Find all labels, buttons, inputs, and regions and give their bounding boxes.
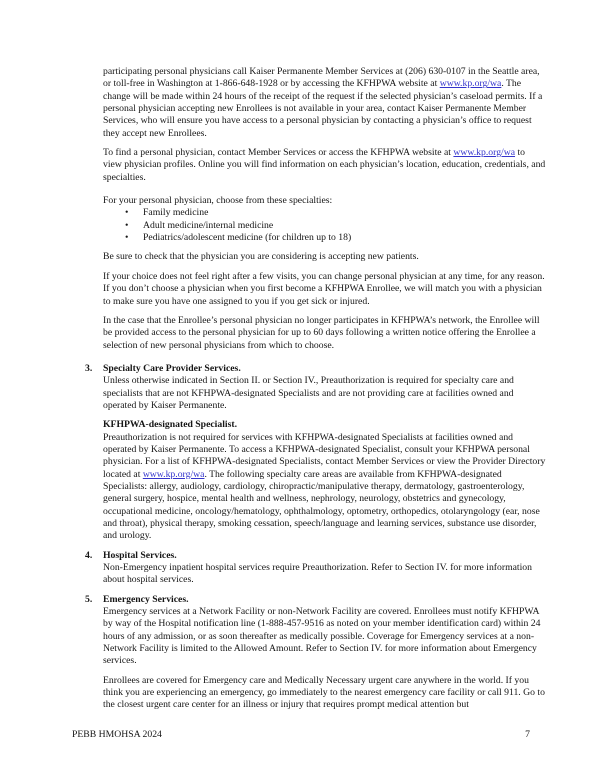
subsection-body-designated-specialist bbox=[103, 432, 546, 543]
footer-document-title: PEBB HMOHSA 2024 bbox=[72, 729, 162, 740]
specialties-list bbox=[103, 207, 546, 244]
section-number: 5. bbox=[85, 593, 93, 605]
section-number: 3. bbox=[85, 362, 93, 374]
list-item: • Family medicine bbox=[103, 207, 546, 219]
section-body-emergency-services: Emergency services at a Network Facility or non-Network Facility are covered. Enrollees must notify KFHPWA by way of the Hospital notification line (1-888-457-9516 as noted on your member identification card) within 24 hours of any admission, or as soon thereafter as medically possible. Coverage for Emergency services at a non-Network Facility is limited to the Allowed Amount. Refer to Section IV. for more information about Emergency services. bbox=[103, 606, 541, 667]
paragraph-new-patients: Be sure to check that the physician you are considering is accepting new patients. bbox=[103, 251, 419, 263]
section-hospital-services bbox=[85, 549, 546, 587]
text-segment: . The following specialty care areas are available from KFHPWA-designated Specialists: allergy, audiology, cardiology, chiropractic/manipulative therapy, dermatology, gastroenterology, general surgery, hospice, mental health and wellness, nephrology, neurology, obstetrics and gynecology, occupational medicine, oncology/hematology, ophthalmology, optometry, orthopedics, otolaryngology (ear, nose and throat), physical therapy, smoking cessation, speech/language and learning services, substance use disorder, and urology. bbox=[103, 468, 540, 542]
page-body bbox=[85, 66, 546, 719]
text-segment: To find a personal physician, contact Member Services or access the KFHPWA website at bbox=[103, 147, 454, 159]
paragraph-specialties-intro: For your personal physician, choose from these specialties: bbox=[103, 195, 333, 207]
section-body-specialty-care: Unless otherwise indicated in Section II. or Section IV., Preauthorization is required for specialty care and specialists that are not KFHPWA-designated Specialists and are not providing care at facilities owned and operated by Kaiser Permanente. bbox=[103, 375, 514, 411]
section-heading-specialty-care: Specialty Care Provider Services. bbox=[103, 362, 241, 374]
paragraph-change-anytime: If your choice does not feel right after a few visits, you can change personal physician at any time, for any reason. If you don’t choose a physician when you first become a KFHPWA Enrollee, we will match you with a physician to make sure you have one assigned to you if you get sick or injured. bbox=[103, 270, 545, 307]
kp-website-link[interactable]: www.kp.org/wa bbox=[439, 78, 502, 90]
list-item: • Pediatrics/adolescent medicine (for children up to 18) bbox=[103, 232, 546, 244]
kp-website-link[interactable]: www.kp.org/wa bbox=[142, 468, 205, 480]
list-item: • Adult medicine/internal medicine bbox=[103, 220, 546, 232]
section-heading-hospital-services: Hospital Services. bbox=[103, 549, 177, 561]
text-segment: participating personal physicians call Kaiser Permanente Member Services at (206) 630-0107 in the Seattle area, or toll-free in Washington at 1-866-648-1928 or by accessing the KFHPWA website at bbox=[103, 66, 540, 90]
section-heading-emergency-services: Emergency Services. bbox=[103, 593, 189, 605]
paragraph-emergency-worldwide: Enrollees are covered for Emergency care and Medically Necessary urgent care anywhere in the world. If you think you are experiencing an emergency, go immediately to the nearest emergency care facility or call 911. Go to the closest urgent care center for an illness or injury that requires prompt medical attention but bbox=[103, 674, 545, 711]
section-body-hospital-services: Non-Emergency inpatient hospital services require Preauthorization. Refer to Section IV. for more information about hospital services. bbox=[103, 562, 532, 586]
section-specialty-care bbox=[85, 362, 546, 543]
page-footer bbox=[72, 729, 530, 741]
paragraph-network-exit: In the case that the Enrollee’s personal physician no longer participates in KFHPWA’s network, the Enrollee will be provided access to the personal physician for up to 60 days following a written notice offering the Enrollee a selection of new personal physicians from which to choose. bbox=[103, 314, 540, 351]
section-number: 4. bbox=[85, 549, 93, 561]
footer-page-number: 7 bbox=[525, 729, 530, 740]
text-segment: Preauthorization is not required for services with KFHPWA-designated Specialists at facilities owned and operated by Kaiser Permanente. To access a KFHPWA-designated Specialist, consult your KFHPWA personal physician. For a list of KFHPWA-designated Specialists, contact Member Services or view the Provider Directory located at bbox=[103, 431, 546, 480]
kp-website-link[interactable]: www.kp.org/wa bbox=[453, 147, 516, 159]
paragraph-physician-change bbox=[103, 66, 546, 140]
section-emergency-services bbox=[85, 593, 546, 712]
paragraph-find-physician bbox=[103, 147, 546, 184]
subsection-heading-designated-specialist: KFHPWA-designated Specialist. bbox=[103, 419, 238, 431]
text-segment: to view physician profiles. Online you will find information on each physician’s location, education, credentials, and specialties. bbox=[103, 147, 546, 183]
text-segment: . The change will be made within 24 hours of the receipt of the request if the selected physician’s caseload permits. If a personal physician accepting new Enrollees is not available in your area, contact Kaiser Permanente Member Services, who will ensure you have access to a personal physician by contacting a physician’s office to request they accept new Enrollees. bbox=[103, 78, 543, 139]
